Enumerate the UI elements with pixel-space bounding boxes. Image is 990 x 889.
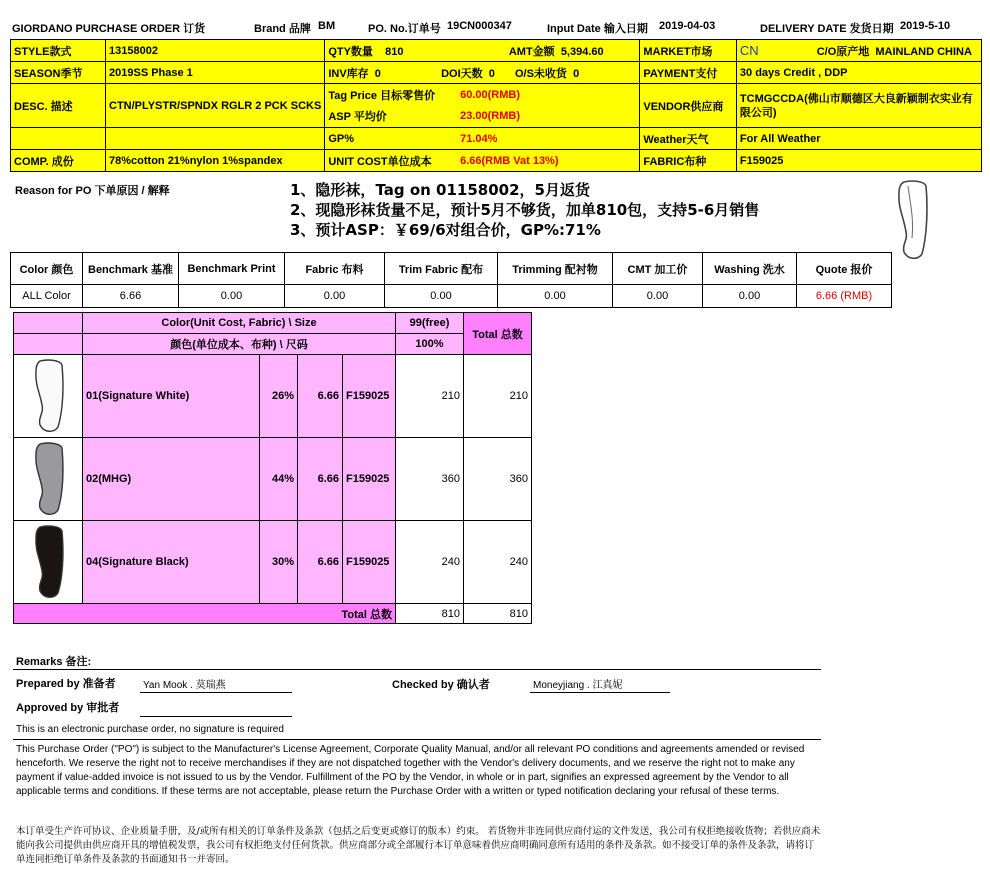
size-table [13, 312, 532, 624]
cost-header: CMT 加工价 [613, 253, 703, 285]
vendor-value: TCMGCCDA(佛山市顺德区大良新颖制衣实业有限公司) [736, 84, 981, 128]
style-label: STYLE款式 [11, 40, 106, 62]
gp-value: 71.04% [438, 128, 640, 150]
cost-table [10, 252, 892, 308]
size-pct: 100% [396, 334, 464, 355]
cost-cell: 6.66 [83, 285, 179, 308]
doi-label: DOI天数 [441, 67, 483, 80]
cost-header: Trim Fabric 配布 [385, 253, 498, 285]
swatch-cell [14, 355, 83, 438]
electronic-note: This is an electronic purchase order, no signature is required [16, 724, 284, 735]
reason-lines [290, 180, 759, 240]
cost-header: Color 颜色 [11, 253, 83, 285]
remarks-divider [13, 669, 821, 670]
market-label: MARKET市场 [640, 40, 737, 62]
asp-label: ASP 平均价 [325, 106, 438, 128]
prepared-underline [140, 692, 292, 693]
po-value: 19CN000347 [447, 20, 512, 32]
qty-cell [325, 40, 438, 62]
cost-cell: 0.00 [613, 285, 703, 308]
origin-label: C/O原产地 [816, 45, 870, 58]
style-value: 13158002 [106, 40, 325, 62]
payment-label: PAYMENT支付 [640, 62, 737, 84]
cost-header: Benchmark 基准 [83, 253, 179, 285]
market-origin-cell [736, 40, 981, 62]
row-cost: 6.66 [298, 521, 343, 604]
prepared-label: Prepared by 准备者 [16, 678, 116, 690]
sock-outline-icon [890, 178, 930, 262]
checked-value: Moneyjiang . 江真妮 [533, 680, 623, 691]
row-cost: 6.66 [298, 355, 343, 438]
fabric-value: F159025 [736, 150, 981, 172]
market-value: CN [739, 42, 759, 58]
desc-label: DESC. 描述 [11, 84, 106, 128]
delivery-value: 2019-5-10 [900, 20, 951, 32]
reason-line: 3、预计ASP：￥69/6对组合价，GP%:71% [290, 221, 601, 239]
row-pct: 26% [260, 355, 298, 438]
footer-qty: 810 [396, 604, 464, 624]
tag-value: 60.00(RMB) [438, 84, 640, 106]
comp-label: COMP. 成份 [11, 150, 106, 172]
amt-label: AMT金额 [508, 45, 555, 58]
quote-cell: 6.66 (RMB) [797, 285, 892, 308]
checked-label: Checked by 确认者 [392, 679, 490, 691]
unitcost-value: 6.66(RMB Vat 13%) [438, 150, 640, 172]
row-color: 01(Signature White) [83, 355, 260, 438]
weather-value: For All Weather [736, 128, 981, 150]
input-date-value: 2019-04-03 [659, 20, 716, 32]
size-title-en: Color(Unit Cost, Fabric) \ Size [83, 313, 396, 334]
swatch-cell [14, 521, 83, 604]
doi-value: 0 [488, 67, 495, 80]
approved-label: Approved by 审批者 [16, 702, 120, 714]
terms-chinese: 本订单受生产许可协议、企业质量手册，及/或所有相关的订单条件及条款（包括之后变更或修订的版本）约束。 若货物并非连同供应商付运的文件发送，我公司有权拒绝接收货物；若供应商未能向我公司提供由供应商开具的增值税发票，我公司有权拒绝支付任何货款。供应商部分或全部履行本订单意味着供应商明确同意所有适用的条件及条款。如不接受订单的条件及条款，请将订单连同拒绝订单条件及条款的书面通知书一并寄回。 [16, 826, 821, 865]
row-pct: 30% [260, 521, 298, 604]
po-label: PO. No.订单号 [368, 23, 441, 35]
cost-header: Fabric 布料 [285, 253, 385, 285]
row-fabric: F159025 [343, 438, 396, 521]
os-cell [506, 62, 640, 84]
row-total: 240 [464, 521, 532, 604]
cost-cell: 0.00 [703, 285, 797, 308]
season-value: 2019SS Phase 1 [106, 62, 325, 84]
os-value: 0 [573, 67, 580, 80]
qty-value: 810 [385, 45, 404, 58]
origin-value: MAINLAND CHINA [875, 45, 972, 58]
payment-value: 30 days Credit , DDP [736, 62, 981, 84]
row-total: 210 [464, 355, 532, 438]
row-color: 04(Signature Black) [83, 521, 260, 604]
size-title-cn: 颜色(单位成本、布种) \ 尺码 [83, 334, 396, 355]
reason-line: 1、隐形袜，Tag on 01158002，5月返货 [290, 181, 590, 199]
amt-value: 5,394.60 [560, 45, 604, 58]
row-color: 02(MHG) [83, 438, 260, 521]
cost-cell: 0.00 [498, 285, 613, 308]
input-date-label: Input Date 输入日期 [547, 23, 648, 35]
gp-label: GP% [325, 128, 438, 150]
sock-white-icon [30, 357, 66, 435]
row-cost: 6.66 [298, 438, 343, 521]
approved-underline [140, 716, 292, 717]
asp-value: 23.00(RMB) [438, 106, 640, 128]
season-label: SEASON季节 [11, 62, 106, 84]
footer-total-label: Total 总数 [83, 604, 396, 624]
brand-value: BM [318, 20, 336, 32]
row-fabric: F159025 [343, 355, 396, 438]
cost-cell: 0.00 [385, 285, 498, 308]
inv-value: 0 [374, 67, 381, 80]
footer-total: 810 [464, 604, 532, 624]
row-qty: 240 [396, 521, 464, 604]
delivery-label: DELIVERY DATE 发货日期 [760, 23, 894, 35]
desc-value: CTN/PLYSTR/SPNDX RGLR 2 PCK SCKS [106, 84, 325, 128]
weather-label: Weather天气 [640, 128, 737, 150]
swatch-cell [14, 438, 83, 521]
info-table [10, 39, 982, 172]
total-header: Total 总数 [464, 313, 532, 355]
fabric-label: FABRIC布种 [640, 150, 737, 172]
tag-label: Tag Price 目标零售价 [325, 84, 438, 106]
remarks-label: Remarks 备注: [16, 656, 92, 668]
cost-cell: ALL Color [11, 285, 83, 308]
vendor-label: VENDOR供应商 [640, 84, 737, 128]
os-label: O/S未收货 [514, 67, 567, 80]
cost-cell: 0.00 [285, 285, 385, 308]
unitcost-label: UNIT COST单位成本 [325, 150, 438, 172]
company-title: GIORDANO PURCHASE ORDER 订货 [12, 23, 206, 35]
terms-english: This Purchase Order ("PO") is subject to the Manufacturer's License Agreement, Corporate Quality Manual, and/or all relevant PO conditions and agreements amended or revised henceforth. We reserve the right not to receive merchandises if they are not dispatched together with the Vendor's delivery documents, and we reserve the right not to make any payment if value-added invoice is not issued to us by the Vendor. Fulfillment of the PO by the Vendor, in whole or in part, signifies an expressed agreement by the Vendor to all applicable terms and conditions. If these terms are not acceptable, please return the Purchase Order with a written or typed notification declaring your refusal of these terms. [16, 744, 805, 797]
row-total: 360 [464, 438, 532, 521]
row-fabric: F159025 [343, 521, 396, 604]
row-qty: 210 [396, 355, 464, 438]
cost-header: Quote 报价 [797, 253, 892, 285]
inv-cell [325, 62, 438, 84]
comp-value: 78%cotton 21%nylon 1%spandex [106, 150, 325, 172]
reason-label: Reason for PO 下单原因 / 解释 [15, 185, 170, 197]
brand-label: Brand 品牌 [254, 23, 311, 35]
row-qty: 360 [396, 438, 464, 521]
cost-cell: 0.00 [179, 285, 285, 308]
prepared-value: Yan Mook . 莫瑞燕 [143, 680, 226, 691]
qty-label: QTY数量 [328, 45, 373, 58]
row-pct: 44% [260, 438, 298, 521]
inv-label: INV库存 [328, 67, 369, 80]
sock-black-icon [30, 523, 66, 601]
checked-underline [530, 692, 670, 693]
amt-cell [506, 40, 640, 62]
cost-header: Benchmark Print [179, 253, 285, 285]
cost-header: Trimming 配衬物 [498, 253, 613, 285]
terms-divider [13, 739, 821, 740]
sock-grey-icon [30, 440, 66, 518]
cost-header: Washing 洗水 [703, 253, 797, 285]
reason-line: 2、现隐形袜货量不足，预计5月不够货，加单810包，支持5-6月销售 [290, 201, 760, 219]
size-label: 99(free) [396, 313, 464, 334]
doi-cell [438, 62, 506, 84]
